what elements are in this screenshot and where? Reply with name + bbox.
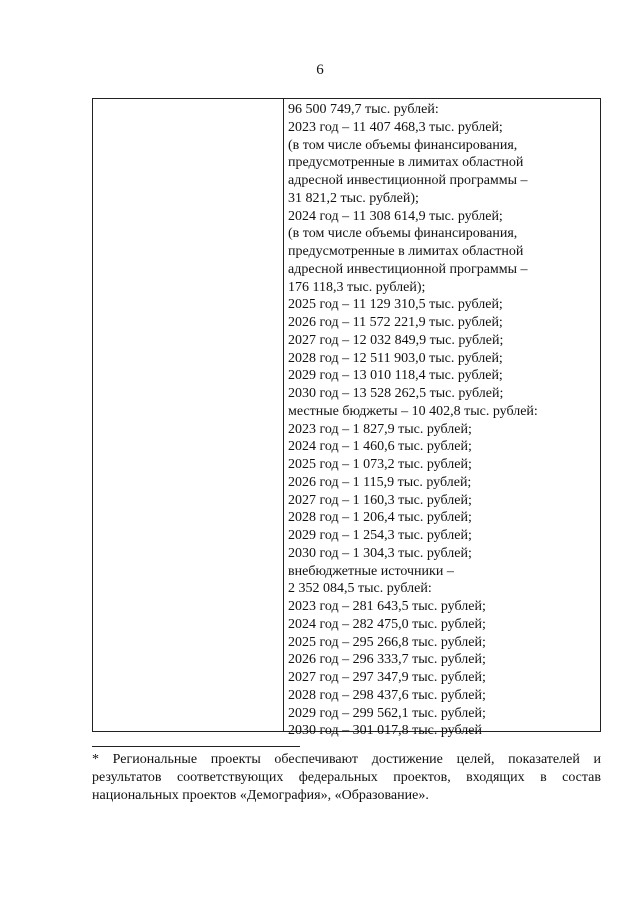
funding-line: 2025 год – 295 266,8 тыс. рублей; (288, 634, 486, 650)
funding-line: (в том числе объемы финансирования, (288, 226, 518, 242)
funding-line: 2028 год – 1 206,4 тыс. рублей; (288, 510, 472, 526)
funding-line: 176 118,3 тыс. рублей); (288, 279, 426, 295)
funding-line: 2025 год – 11 129 310,5 тыс. рублей; (288, 297, 503, 313)
funding-line: 2026 год – 1 115,9 тыс. рублей; (288, 474, 472, 490)
funding-line: 2 352 084,5 тыс. рублей: (288, 581, 432, 597)
funding-line: 2029 год – 299 562,1 тыс. рублей; (288, 705, 486, 721)
funding-line: внебюджетные источники – (288, 563, 454, 579)
funding-line: 2026 год – 296 333,7 тыс. рублей; (288, 652, 486, 668)
funding-line: 2024 год – 1 460,6 тыс. рублей; (288, 439, 472, 455)
funding-line: 96 500 749,7 тыс. рублей: (288, 102, 439, 117)
funding-line: 2028 год – 12 511 903,0 тыс. рублей; (288, 350, 503, 366)
page-number: 6 (316, 62, 324, 78)
funding-line: 2030 год – 1 304,3 тыс. рублей; (288, 545, 472, 561)
funding-line: 2027 год – 1 160,3 тыс. рублей; (288, 492, 472, 508)
funding-line: 2027 год – 12 032 849,9 тыс. рублей; (288, 332, 504, 348)
footnote-text: * Региональные проекты обеспечивают достижение целей, показателей и результатов соответствующих федеральных проектов, входящих в состав национальных проектов «Демография», «Образование». (92, 752, 601, 803)
funding-line: 2023 год – 11 407 468,3 тыс. рублей; (288, 119, 503, 135)
funding-line: адресной инвестиционной программы – (288, 261, 528, 277)
funding-line: 2023 год – 281 643,5 тыс. рублей; (288, 599, 486, 614)
funding-line: 2030 год – 13 528 262,5 тыс. рублей; (288, 386, 504, 401)
funding-line: адресной инвестиционной программы – (288, 173, 528, 188)
funding-line: предусмотренные в лимитах областной (288, 155, 524, 171)
funding-line: (в том числе объемы финансирования, (288, 137, 518, 153)
funding-line: 2027 год – 297 347,9 тыс. рублей; (288, 670, 486, 685)
table-left-cell (93, 99, 284, 731)
funding-line: 2029 год – 13 010 118,4 тыс. рублей; (288, 368, 503, 384)
funding-line: 2025 год – 1 073,2 тыс. рублей; (288, 457, 472, 472)
footnote-separator (92, 746, 300, 747)
funding-line: 2030 год – 301 017,8 тыс. рублей (288, 723, 482, 739)
funding-line: местные бюджеты – 10 402,8 тыс. рублей: (288, 403, 538, 419)
funding-line: 2026 год – 11 572 221,9 тыс. рублей; (288, 315, 503, 330)
funding-line: 2028 год – 298 437,6 тыс. рублей; (288, 687, 486, 703)
funding-table (92, 98, 601, 739)
funding-line: 2024 год – 282 475,0 тыс. рублей; (288, 616, 486, 632)
funding-line: 2024 год – 11 308 614,9 тыс. рублей; (288, 208, 503, 224)
funding-line: 2029 год – 1 254,3 тыс. рублей; (288, 528, 472, 543)
funding-line: 31 821,2 тыс. рублей); (288, 190, 419, 206)
table-right-cell (284, 99, 600, 739)
funding-line: 2023 год – 1 827,9 тыс. рублей; (288, 421, 472, 437)
funding-line: предусмотренные в лимитах областной (288, 244, 524, 259)
